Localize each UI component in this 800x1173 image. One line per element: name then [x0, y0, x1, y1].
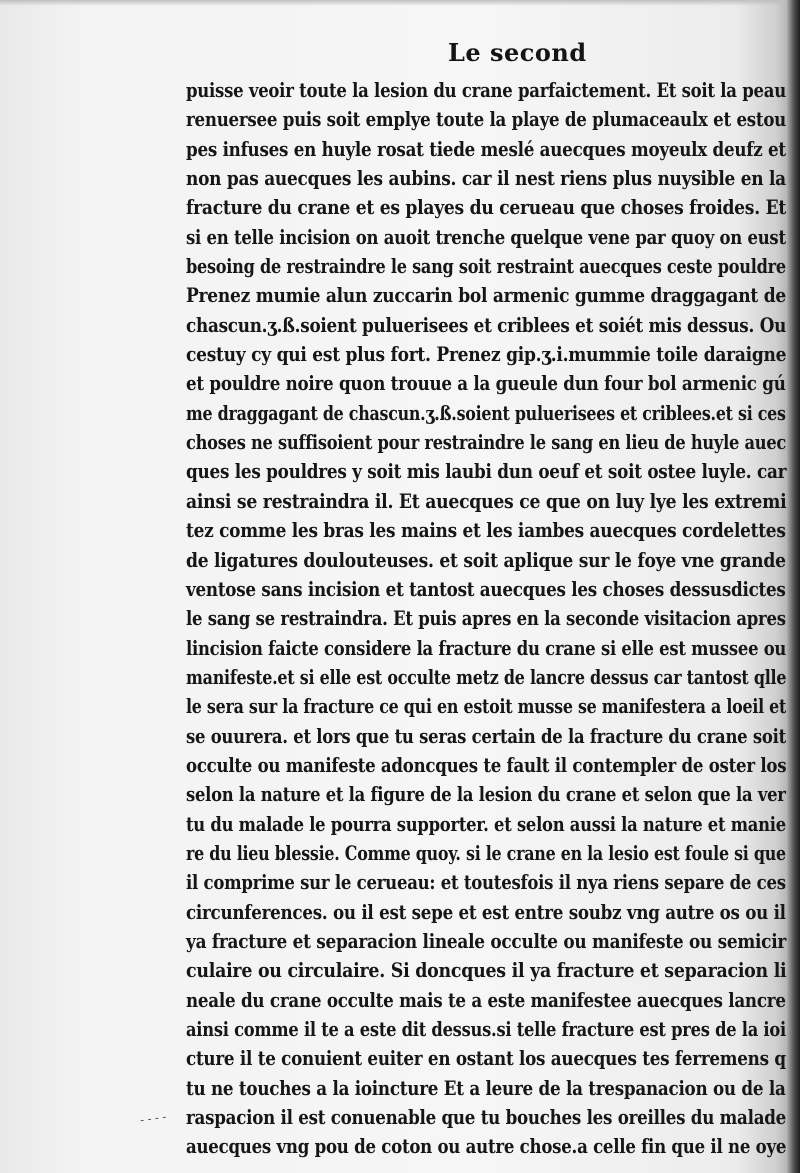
text-line: se ouurera. et lors que tu seras certain de la fracture du crane soit [186, 724, 786, 748]
text-line: le sera sur la fracture ce qui en estoit musse se manifestera a loeil et [186, 695, 787, 719]
text-line: manifeste.et si elle est occulte metz de lancre dessus car tantost qlle [186, 665, 787, 689]
text-line: tu ne touches a la ioincture Et a leure de la trespanacion ou de la [186, 1076, 786, 1100]
text-line: tez comme les bras les mains et les iambes auecques cordelettes [186, 519, 786, 543]
text-line: de ligatures doulouteuses. et soit aplique sur le foye vne grande [186, 548, 786, 572]
text-line: neale du crane occulte mais te a este manifestee auecques lancre [186, 988, 786, 1012]
text-line: Prenez mumie alun zuccarin bol armenic gumme draggagant de [186, 284, 786, 308]
text-line: fracture du crane et es playes du cerueau que choses froides. Et [186, 196, 787, 220]
text-line: puisse veoir toute la lesion du crane parfaictement. Et soit la peau [186, 79, 786, 102]
text-line: renuersee puis soit emplye toute la playe de plumaceaulx et estou [186, 108, 787, 132]
page-top-shadow [0, 0, 800, 6]
text-line: lincision faicte considere la fracture du crane si elle est mussee ou [186, 636, 787, 660]
text-line: et pouldre noire quon trouue a la gueule dun four bol armenic gú [186, 372, 786, 396]
text-line: ainsi se restraindra il. Et auecques ce que on luy lye les extremi [186, 489, 787, 513]
text-block [186, 76, 792, 1162]
text-line: ya fracture et separacion lineale occulte ou manifeste ou semicir [186, 929, 787, 953]
running-head: Le second [448, 38, 587, 67]
text-line: le sang se restraindra. Et puis apres en la seconde visitacion apres [186, 607, 786, 631]
text-line: cture il te conuient euiter en ostant los auecques tes ferremens q [186, 1047, 786, 1071]
text-line: circunferences. ou il est sepe et est entre soubz vng autre os ou il [186, 900, 786, 924]
text-line: tu du malade le pourra supporter. et selon aussi la nature et manie [186, 812, 786, 836]
ink-smudge-mark: - - - - [139, 1110, 168, 1127]
text-line: besoing de restraindre le sang soit restraint auecques ceste pouldre [186, 255, 786, 279]
text-line: occulte ou manifeste adoncques te fault il contempler de oster los [186, 753, 787, 777]
text-line: chascun.ʒ.ß.soient puluerisees et criblees et soiét mis dessus. Ou [186, 313, 787, 337]
text-line: cestuy cy qui est plus fort. Prenez gip.ʒ.i.mummie toile daraigne [186, 343, 787, 367]
text-line: si en telle incision on auoit trenche quelque vene par quoy on eust [186, 225, 786, 249]
text-line: selon la nature et la figure de la lesion du crane et selon que la ver [186, 783, 786, 807]
text-line: raspacion il est conuenable que tu bouches les oreilles du malade [186, 1106, 787, 1130]
text-line: auecques vng pou de coton ou autre chose.a celle fin que il ne oye [186, 1135, 787, 1159]
text-line: culaire ou circulaire. Si doncques il ya fracture et separacion li [186, 959, 787, 983]
text-line: me draggagant de chascun.ʒ.ß.soient puluerisees et criblees.et si ces [186, 401, 786, 425]
text-line: re du lieu blessie. Comme quoy. si le crane en la lesio est foule si que [186, 841, 786, 865]
text-line: ainsi comme il te a este dit dessus.si telle fracture est pres de la ioi [186, 1018, 786, 1041]
text-line: ventose sans incision et tantost auecques les choses dessusdictes [186, 577, 786, 601]
text-line: non pas auecques les aubins. car il nest riens plus nuysible en la [186, 167, 786, 191]
text-line: il comprime sur le cerueau: et toutesfois il nya riens separe de ces [186, 871, 786, 895]
text-line: choses ne suffisoient pour restraindre le sang en lieu de huyle auec [186, 431, 787, 455]
text-line: ques les pouldres y soit mis laubi dun oeuf et soit ostee luyle. car [186, 460, 787, 484]
text-line: pes infuses en huyle rosat tiede meslé auecques moyeulx deufz et [186, 137, 786, 161]
